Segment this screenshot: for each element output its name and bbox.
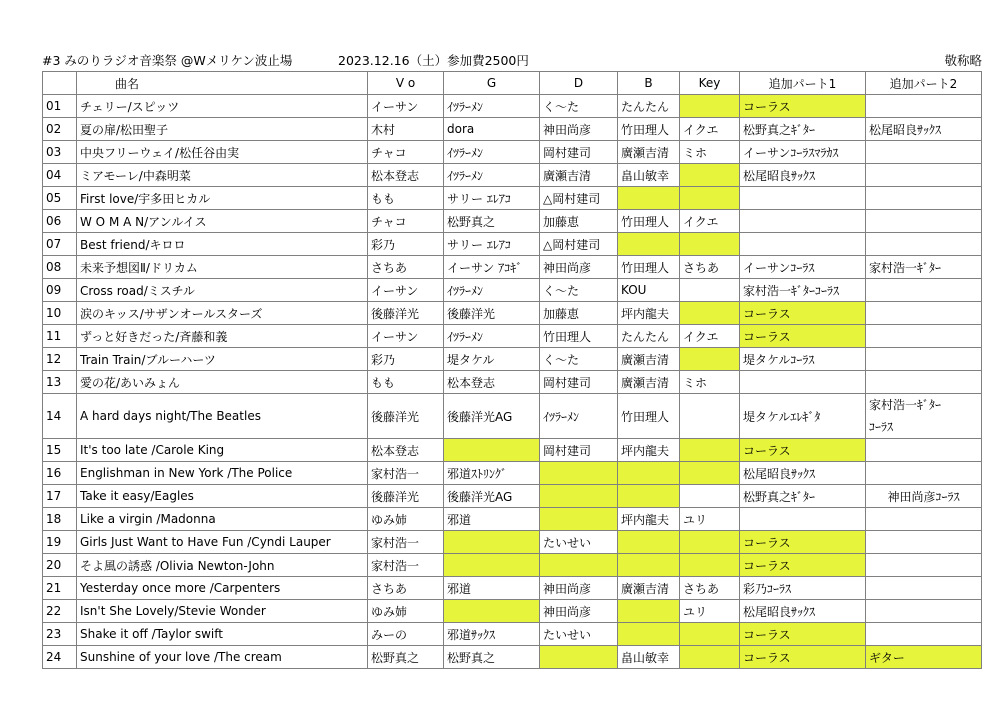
cell-bass — [618, 462, 680, 485]
cell-guitar: 邪道ｽﾄﾘﾝｸﾞ — [444, 462, 540, 485]
cell-part1: コーラス — [740, 623, 866, 646]
cell-vocal: もも — [368, 187, 444, 210]
cell-drums: △岡村建司 — [540, 187, 618, 210]
cell-guitar: ｲﾂﾗｰﾒﾝ — [444, 95, 540, 118]
cell-drums: 岡村建司 — [540, 141, 618, 164]
cell-guitar: 後藤洋光 — [444, 302, 540, 325]
cell-key — [680, 348, 740, 371]
cell-key — [680, 439, 740, 462]
cell-drums: 神田尚彦 — [540, 256, 618, 279]
cell-part1: 松尾昭良ｻｯｸｽ — [740, 600, 866, 623]
cell-bass — [618, 485, 680, 508]
cell-song: 涙のキッス/サザンオールスターズ — [77, 302, 368, 325]
table-row — [43, 141, 982, 164]
cell-part1: コーラス — [740, 439, 866, 462]
cell-bass: 坪内龍夫 — [618, 302, 680, 325]
table-row — [43, 508, 982, 531]
table-row — [43, 531, 982, 554]
cell-drums: 岡村建司 — [540, 439, 618, 462]
col-header-guitar: G — [444, 72, 540, 95]
cell-part1: 松尾昭良ｻｯｸｽ — [740, 462, 866, 485]
cell-no: 14 — [43, 394, 77, 439]
table-row — [43, 325, 982, 348]
table-row — [43, 646, 982, 669]
cell-vocal: 家村浩一 — [368, 462, 444, 485]
cell-no: 17 — [43, 485, 77, 508]
cell-part2 — [866, 577, 982, 600]
cell-key — [680, 554, 740, 577]
cell-drums: 岡村建司 — [540, 371, 618, 394]
cell-key: イクエ — [680, 210, 740, 233]
cell-bass: 竹田理人 — [618, 210, 680, 233]
cell-part2 — [866, 531, 982, 554]
cell-guitar: 邪道ｻｯｸｽ — [444, 623, 540, 646]
cell-guitar: 堤タケル — [444, 348, 540, 371]
cell-no: 08 — [43, 256, 77, 279]
cell-song: Sunshine of your love /The cream — [77, 646, 368, 669]
cell-guitar — [444, 600, 540, 623]
table-row — [43, 462, 982, 485]
cell-drums: く〜た — [540, 95, 618, 118]
col-header-part2: 追加パート2 — [866, 72, 982, 95]
cell-guitar: 松野真之 — [444, 646, 540, 669]
cell-guitar: 松野真之 — [444, 210, 540, 233]
cell-vocal: ゆみ姉 — [368, 508, 444, 531]
cell-key: ユリ — [680, 508, 740, 531]
table-row — [43, 348, 982, 371]
cell-no: 19 — [43, 531, 77, 554]
cell-drums: 神田尚彦 — [540, 118, 618, 141]
table-row — [43, 233, 982, 256]
cell-no: 18 — [43, 508, 77, 531]
cell-vocal: 家村浩一 — [368, 531, 444, 554]
cell-part2 — [866, 371, 982, 394]
cell-vocal: さちあ — [368, 577, 444, 600]
cell-part1: コーラス — [740, 531, 866, 554]
cell-part1: イーサンｺｰﾗｽﾏﾗｶｽ — [740, 141, 866, 164]
cell-part1: 松野真之ｷﾞﾀｰ — [740, 118, 866, 141]
cell-no: 15 — [43, 439, 77, 462]
cell-song: そよ風の誘惑 /Olivia Newton-John — [77, 554, 368, 577]
cell-no: 16 — [43, 462, 77, 485]
cell-no: 22 — [43, 600, 77, 623]
cell-song: Take it easy/Eagles — [77, 485, 368, 508]
cell-part1: コーラス — [740, 302, 866, 325]
cell-no: 24 — [43, 646, 77, 669]
header-row — [43, 72, 982, 95]
cell-key — [680, 462, 740, 485]
cell-bass: 廣瀬吉清 — [618, 577, 680, 600]
cell-song: Englishman in New York /The Police — [77, 462, 368, 485]
cell-vocal: 彩乃 — [368, 348, 444, 371]
cell-vocal: さちあ — [368, 256, 444, 279]
cell-key — [680, 531, 740, 554]
cell-guitar: ｲﾂﾗｰﾒﾝ — [444, 141, 540, 164]
cell-key: ミホ — [680, 371, 740, 394]
cell-guitar: サリー ｴﾚｱｺ — [444, 233, 540, 256]
cell-part1 — [740, 210, 866, 233]
cell-guitar: サリー ｴﾚｱｺ — [444, 187, 540, 210]
cell-part1: イーサンｺｰﾗｽ — [740, 256, 866, 279]
col-header-vocal: V o — [368, 72, 444, 95]
cell-vocal: 後藤洋光 — [368, 485, 444, 508]
cell-part2 — [866, 348, 982, 371]
cell-song: ミアモーレ/中森明菜 — [77, 164, 368, 187]
cell-bass: 坪内龍夫 — [618, 508, 680, 531]
cell-no: 13 — [43, 371, 77, 394]
cell-song: W O M A N/アンルイス — [77, 210, 368, 233]
cell-drums — [540, 462, 618, 485]
cell-song: チェリー/スピッツ — [77, 95, 368, 118]
cell-song: Shake it off /Taylor swift — [77, 623, 368, 646]
cell-part1 — [740, 187, 866, 210]
honorific-note: 敬称略 — [944, 53, 982, 68]
cell-vocal: チャコ — [368, 141, 444, 164]
table-row — [43, 371, 982, 394]
cell-key: さちあ — [680, 577, 740, 600]
cell-drums — [540, 508, 618, 531]
cell-drums — [540, 554, 618, 577]
table-row — [43, 302, 982, 325]
cell-guitar: 邪道 — [444, 508, 540, 531]
cell-part1: コーラス — [740, 95, 866, 118]
cell-no: 07 — [43, 233, 77, 256]
cell-vocal: チャコ — [368, 210, 444, 233]
col-header-song: 曲名 — [77, 72, 368, 95]
cell-song: Cross road/ミスチル — [77, 279, 368, 302]
cell-vocal: イーサン — [368, 325, 444, 348]
cell-bass: 竹田理人 — [618, 256, 680, 279]
cell-part2: 神田尚彦ｺｰﾗｽ — [866, 485, 982, 508]
cell-bass: たんたん — [618, 325, 680, 348]
cell-part2 — [866, 462, 982, 485]
cell-key — [680, 95, 740, 118]
cell-vocal: 松本登志 — [368, 439, 444, 462]
cell-no: 23 — [43, 623, 77, 646]
cell-vocal: 後藤洋光 — [368, 302, 444, 325]
cell-bass: 坪内龍夫 — [618, 439, 680, 462]
cell-part2 — [866, 554, 982, 577]
cell-vocal: 松野真之 — [368, 646, 444, 669]
cell-guitar: ｲﾂﾗｰﾒﾝ — [444, 164, 540, 187]
cell-drums: 神田尚彦 — [540, 600, 618, 623]
cell-part1: コーラス — [740, 554, 866, 577]
cell-part1: 松尾昭良ｻｯｸｽ — [740, 164, 866, 187]
cell-song: It's too late /Carole King — [77, 439, 368, 462]
cell-guitar: ｲﾂﾗｰﾒﾝ — [444, 325, 540, 348]
cell-bass: 廣瀬吉清 — [618, 348, 680, 371]
cell-drums: く〜た — [540, 279, 618, 302]
cell-part1: 家村浩一ｷﾞﾀｰｺｰﾗｽ — [740, 279, 866, 302]
event-title: #3 みのりラジオ音楽祭 @Wメリケン波止場 — [42, 53, 293, 68]
cell-drums — [540, 485, 618, 508]
cell-part2 — [866, 210, 982, 233]
cell-song: Yesterday once more /Carpenters — [77, 577, 368, 600]
cell-key — [680, 187, 740, 210]
cell-bass: 廣瀬吉清 — [618, 371, 680, 394]
cell-vocal: イーサン — [368, 95, 444, 118]
cell-no: 12 — [43, 348, 77, 371]
event-date-fee: 2023.12.16（土）参加費2500円 — [338, 53, 529, 68]
cell-drums: 竹田理人 — [540, 325, 618, 348]
cell-song: Isn't She Lovely/Stevie Wonder — [77, 600, 368, 623]
cell-part2 — [866, 508, 982, 531]
cell-part1 — [740, 508, 866, 531]
cell-part2 — [866, 187, 982, 210]
cell-part2 — [866, 95, 982, 118]
cell-drums: く〜た — [540, 348, 618, 371]
cell-key: ミホ — [680, 141, 740, 164]
table-row — [43, 623, 982, 646]
cell-song: 未来予想図Ⅱ/ドリカム — [77, 256, 368, 279]
col-header-drums: D — [540, 72, 618, 95]
cell-vocal: 家村浩一 — [368, 554, 444, 577]
cell-part1: 彩乃ｺｰﾗｽ — [740, 577, 866, 600]
cell-part2 — [866, 164, 982, 187]
cell-part2 — [866, 233, 982, 256]
cell-part2 — [866, 141, 982, 164]
cell-part2: 松尾昭良ｻｯｸｽ — [866, 118, 982, 141]
cell-part2 — [866, 623, 982, 646]
cell-no: 03 — [43, 141, 77, 164]
cell-guitar — [444, 439, 540, 462]
cell-key: ユリ — [680, 600, 740, 623]
cell-key — [680, 233, 740, 256]
col-header-bass: B — [618, 72, 680, 95]
cell-vocal: イーサン — [368, 279, 444, 302]
cell-no: 09 — [43, 279, 77, 302]
cell-no: 20 — [43, 554, 77, 577]
cell-key — [680, 302, 740, 325]
cell-no: 05 — [43, 187, 77, 210]
cell-part1: コーラス — [740, 325, 866, 348]
cell-part2 — [866, 600, 982, 623]
cell-key: イクエ — [680, 325, 740, 348]
cell-part1: コーラス — [740, 646, 866, 669]
cell-part2-line1: 家村浩一ｷﾞﾀｰ — [869, 398, 942, 412]
cell-part1: 松野真之ｷﾞﾀｰ — [740, 485, 866, 508]
table-row — [43, 118, 982, 141]
cell-vocal: ゆみ姉 — [368, 600, 444, 623]
cell-song: Train Train/ブルーハーツ — [77, 348, 368, 371]
cell-bass: 畠山敏幸 — [618, 646, 680, 669]
cell-no: 01 — [43, 95, 77, 118]
col-header-no — [43, 72, 77, 95]
cell-song: First love/宇多田ヒカル — [77, 187, 368, 210]
cell-vocal: もも — [368, 371, 444, 394]
table-row — [43, 577, 982, 600]
cell-guitar: 松本登志 — [444, 371, 540, 394]
cell-song: Girls Just Want to Have Fun /Cyndi Lauper — [77, 531, 368, 554]
col-header-key: Key — [680, 72, 740, 95]
table-row — [43, 164, 982, 187]
cell-key — [680, 646, 740, 669]
table-row — [43, 394, 982, 439]
cell-song: A hard days night/The Beatles — [77, 394, 368, 439]
cell-song: Best friend/キロロ — [77, 233, 368, 256]
cell-guitar: イーサン ｱｺｷﾞ — [444, 256, 540, 279]
cell-vocal: 彩乃 — [368, 233, 444, 256]
cell-no: 06 — [43, 210, 77, 233]
table-row — [43, 256, 982, 279]
cell-drums: たいせい — [540, 531, 618, 554]
cell-no: 11 — [43, 325, 77, 348]
cell-part2 — [866, 279, 982, 302]
cell-drums: 廣瀬吉清 — [540, 164, 618, 187]
cell-guitar: 後藤洋光AG — [444, 485, 540, 508]
cell-song: Like a virgin /Madonna — [77, 508, 368, 531]
cell-no: 10 — [43, 302, 77, 325]
cell-bass — [618, 531, 680, 554]
cell-vocal: 後藤洋光 — [368, 394, 444, 439]
cell-bass: たんたん — [618, 95, 680, 118]
cell-guitar: dora — [444, 118, 540, 141]
cell-vocal: 木村 — [368, 118, 444, 141]
cell-vocal: みーの — [368, 623, 444, 646]
cell-guitar: 後藤洋光AG — [444, 394, 540, 439]
cell-drums: △岡村建司 — [540, 233, 618, 256]
cell-part1: 堤タケルｴﾚｷﾞﾀ — [740, 394, 866, 439]
cell-key — [680, 164, 740, 187]
cell-bass — [618, 600, 680, 623]
table-row — [43, 187, 982, 210]
cell-part2 — [866, 439, 982, 462]
cell-bass — [618, 554, 680, 577]
cell-drums: 加藤恵 — [540, 210, 618, 233]
cell-bass — [618, 187, 680, 210]
cell-part2 — [866, 302, 982, 325]
cell-key — [680, 279, 740, 302]
cell-part2: 家村浩一ｷﾞﾀｰ — [866, 256, 982, 279]
table-row — [43, 554, 982, 577]
cell-song: 夏の扉/松田聖子 — [77, 118, 368, 141]
cell-part2 — [866, 394, 982, 439]
cell-part1: 堤タケルｺｰﾗｽ — [740, 348, 866, 371]
table-row — [43, 279, 982, 302]
cell-part2: ギター — [866, 646, 982, 669]
cell-song: ずっと好きだった/斉藤和義 — [77, 325, 368, 348]
cell-part2-line2: ｺｰﾗｽ — [869, 420, 894, 434]
cell-drums: たいせい — [540, 623, 618, 646]
document-header — [42, 51, 982, 69]
setlist-table — [42, 71, 982, 669]
cell-bass: 竹田理人 — [618, 118, 680, 141]
cell-no: 04 — [43, 164, 77, 187]
cell-bass: KOU — [618, 279, 680, 302]
cell-guitar — [444, 554, 540, 577]
cell-key — [680, 623, 740, 646]
cell-bass — [618, 623, 680, 646]
cell-no: 21 — [43, 577, 77, 600]
cell-part2 — [866, 325, 982, 348]
table-row — [43, 210, 982, 233]
cell-bass: 廣瀬吉清 — [618, 141, 680, 164]
cell-guitar: ｲﾂﾗｰﾒﾝ — [444, 279, 540, 302]
cell-key: さちあ — [680, 256, 740, 279]
cell-bass — [618, 233, 680, 256]
cell-song: 中央フリーウェイ/松任谷由実 — [77, 141, 368, 164]
cell-no: 02 — [43, 118, 77, 141]
col-header-part1: 追加パート1 — [740, 72, 866, 95]
cell-drums — [540, 646, 618, 669]
cell-bass: 竹田理人 — [618, 394, 680, 439]
cell-song: 愛の花/あいみょん — [77, 371, 368, 394]
cell-drums: 加藤恵 — [540, 302, 618, 325]
cell-guitar — [444, 531, 540, 554]
table-row — [43, 485, 982, 508]
cell-part1 — [740, 371, 866, 394]
cell-part1 — [740, 233, 866, 256]
cell-key — [680, 485, 740, 508]
cell-vocal: 松本登志 — [368, 164, 444, 187]
cell-key — [680, 394, 740, 439]
cell-guitar: 邪道 — [444, 577, 540, 600]
cell-key: イクエ — [680, 118, 740, 141]
cell-bass: 畠山敏幸 — [618, 164, 680, 187]
table-row — [43, 439, 982, 462]
table-row — [43, 600, 982, 623]
table-row — [43, 95, 982, 118]
cell-drums: 神田尚彦 — [540, 577, 618, 600]
cell-drums: ｲﾂﾗｰﾒﾝ — [540, 394, 618, 439]
